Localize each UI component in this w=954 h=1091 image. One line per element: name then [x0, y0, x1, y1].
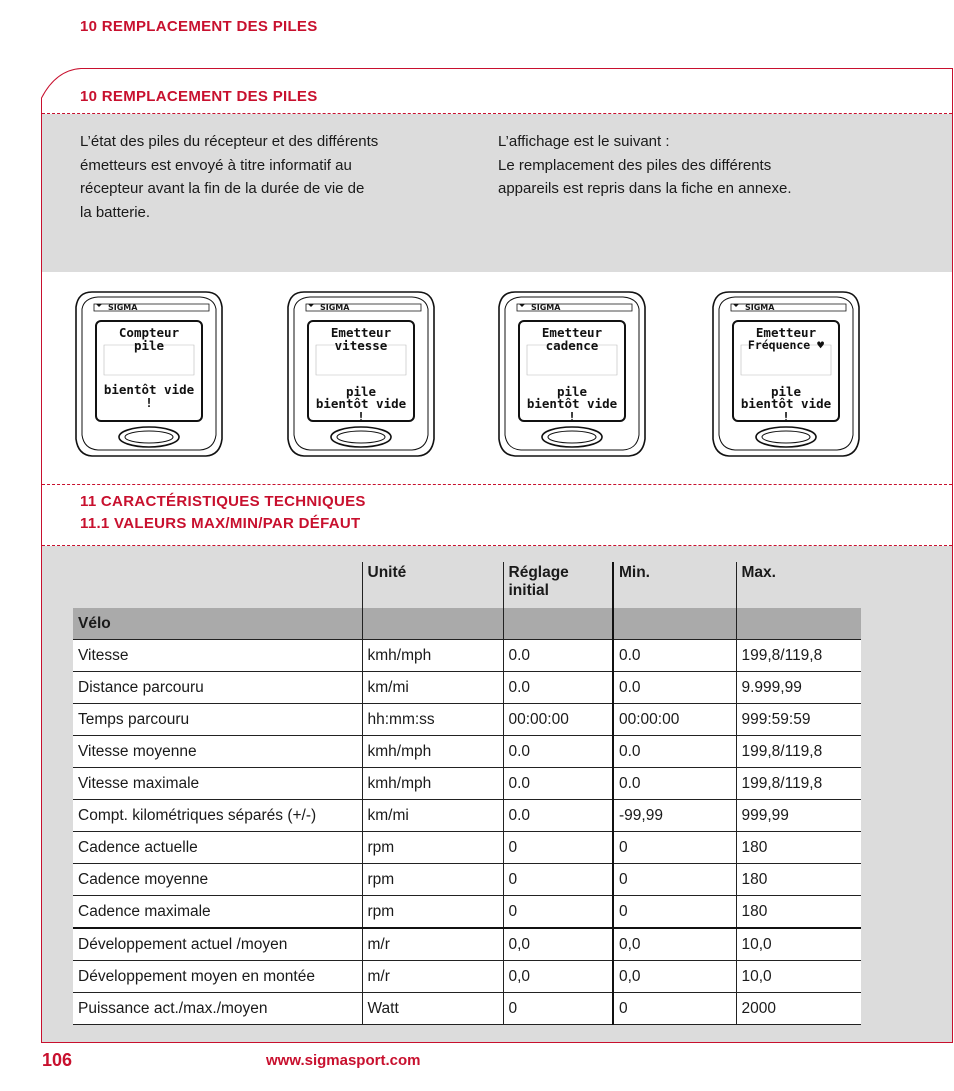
table-row	[73, 672, 861, 704]
text-line: L’état des piles du récepteur et des différents	[80, 133, 379, 150]
table-cell: 0	[503, 864, 613, 896]
table-cell: Cadence actuelle	[73, 832, 362, 864]
specs-table	[73, 562, 861, 1025]
table-cell: -99,99	[613, 800, 736, 832]
table-cell: km/mi	[362, 672, 503, 704]
table-cell: kmh/mph	[362, 768, 503, 800]
table-cell: 180	[736, 896, 861, 929]
text-line: L’affichage est le suivant :	[498, 133, 670, 150]
table-cell	[736, 608, 861, 640]
table-cell: 0.0	[613, 672, 736, 704]
table-cell: 0.0	[613, 640, 736, 672]
footer-url[interactable]: www.sigmasport.com	[266, 1052, 421, 1069]
header-cell	[73, 562, 362, 608]
table-cell: Développement actuel /moyen	[73, 928, 362, 961]
table-cell: 0.0	[503, 736, 613, 768]
table-cell: 0	[503, 832, 613, 864]
display-line: pile	[556, 384, 588, 399]
table-row	[73, 832, 861, 864]
table-cell: 0	[613, 864, 736, 896]
table-row	[73, 736, 861, 768]
intro-right-text	[498, 130, 918, 201]
header-cell: Max.	[736, 562, 861, 608]
table-cell: rpm	[362, 864, 503, 896]
table-cell: Temps parcouru	[73, 704, 362, 736]
display-line: Emetteur	[541, 325, 603, 340]
table-row	[73, 640, 861, 672]
table-cell: 2000	[736, 993, 861, 1025]
display-line: bientôt vide !	[740, 396, 832, 424]
running-header: 10 REMPLACEMENT DES PILES	[80, 18, 318, 35]
group-row	[73, 608, 861, 640]
table-cell: 999,99	[736, 800, 861, 832]
section-11-title: 11 CARACTÉRISTIQUES TECHNIQUES	[80, 493, 366, 510]
table-cell: Distance parcouru	[73, 672, 362, 704]
table-cell: Watt	[362, 993, 503, 1025]
header-cell: Unité	[362, 562, 503, 608]
header-cell: Réglage initial	[503, 562, 613, 608]
display-line: Compteur	[118, 325, 180, 340]
intro-left-text	[80, 130, 480, 224]
page-number: 106	[42, 1050, 73, 1070]
section-10-title: 10 REMPLACEMENT DES PILES	[80, 88, 318, 105]
table-cell: 199,8/119,8	[736, 768, 861, 800]
brand-logo: SIGMA	[108, 303, 138, 312]
table-row	[73, 864, 861, 896]
table-cell: 0.0	[503, 768, 613, 800]
text-line: émetteurs est envoyé à titre informatif au	[80, 156, 352, 174]
table-cell: 0,0	[613, 928, 736, 961]
section-11-subtitle: 11.1 VALEURS MAX/MIN/PAR DÉFAUT	[80, 515, 361, 532]
table-cell: 0	[503, 896, 613, 929]
table-cell: rpm	[362, 896, 503, 929]
table-cell: 0	[503, 993, 613, 1025]
table-cell: kmh/mph	[362, 736, 503, 768]
table-cell: Développement moyen en montée	[73, 961, 362, 993]
table-cell: 9.999,99	[736, 672, 861, 704]
table-cell: Vitesse maximale	[73, 768, 362, 800]
table-row	[73, 768, 861, 800]
table-cell: Cadence maximale	[73, 896, 362, 929]
table-cell: m/r	[362, 961, 503, 993]
table-cell: km/mi	[362, 800, 503, 832]
table-cell: 00:00:00	[613, 704, 736, 736]
table-row	[73, 896, 861, 929]
display-line: pile	[345, 384, 377, 399]
text-line: la batterie.	[80, 203, 151, 221]
device-display-3	[495, 289, 649, 459]
display-line: pile	[133, 338, 165, 353]
divider	[42, 484, 952, 485]
display-line: cadence	[545, 338, 599, 353]
table-cell: 0.0	[613, 736, 736, 768]
brand-logo: SIGMA	[745, 303, 775, 312]
table-cell: Compt. kilométriques séparés (+/-)	[73, 800, 362, 832]
table-cell: Vitesse moyenne	[73, 736, 362, 768]
brand-logo: SIGMA	[320, 303, 350, 312]
display-line: Emetteur	[755, 325, 817, 340]
table-cell: 999:59:59	[736, 704, 861, 736]
table-cell: hh:mm:ss	[362, 704, 503, 736]
table-cell: 0,0	[613, 961, 736, 993]
table-cell: 0,0	[503, 961, 613, 993]
table-row	[73, 800, 861, 832]
table-cell: 0.0	[613, 768, 736, 800]
table-cell: 10,0	[736, 928, 861, 961]
brand-logo: SIGMA	[531, 303, 561, 312]
table-cell: 0,0	[503, 928, 613, 961]
table-cell	[362, 608, 503, 640]
table-cell: 0.0	[503, 800, 613, 832]
table-row	[73, 704, 861, 736]
table-cell: 180	[736, 864, 861, 896]
display-line: pile	[770, 384, 802, 399]
text-line: Le remplacement des piles des différents	[498, 156, 772, 174]
display-line: vitesse	[334, 338, 388, 353]
device-display-1	[72, 289, 226, 459]
table-cell: Puissance act./max./moyen	[73, 993, 362, 1025]
display-line: bientôt vide !	[526, 396, 618, 424]
table-cell: 10,0	[736, 961, 861, 993]
table-cell: 0	[613, 993, 736, 1025]
display-line: bientôt vide !	[103, 382, 195, 410]
table-cell: Cadence moyenne	[73, 864, 362, 896]
table-cell: 0.0	[503, 640, 613, 672]
header-cell: Min.	[613, 562, 736, 608]
table-cell: kmh/mph	[362, 640, 503, 672]
table-cell: 0	[613, 896, 736, 929]
display-line: Fréquence ♥	[747, 338, 825, 352]
table-header-row	[73, 562, 861, 608]
table-cell: Vitesse	[73, 640, 362, 672]
group-label: Vélo	[73, 608, 362, 640]
display-line: bientôt vide !	[315, 396, 407, 424]
table-cell	[613, 608, 736, 640]
text-line: appareils est repris dans la fiche en annexe.	[498, 180, 792, 197]
table-cell: 0	[613, 832, 736, 864]
table-cell: 180	[736, 832, 861, 864]
table-cell: 0.0	[503, 672, 613, 704]
table-cell: 199,8/119,8	[736, 640, 861, 672]
device-display-4	[709, 289, 863, 459]
display-line: Emetteur	[330, 325, 392, 340]
table-cell	[503, 608, 613, 640]
table-row	[73, 961, 861, 993]
table-row	[73, 993, 861, 1025]
text-line: récepteur avant la fin de la durée de vie de	[80, 180, 365, 197]
table-row	[73, 928, 861, 961]
table-cell: 00:00:00	[503, 704, 613, 736]
table-cell: m/r	[362, 928, 503, 961]
table-cell: rpm	[362, 832, 503, 864]
table-cell: 199,8/119,8	[736, 736, 861, 768]
device-display-2	[284, 289, 438, 459]
